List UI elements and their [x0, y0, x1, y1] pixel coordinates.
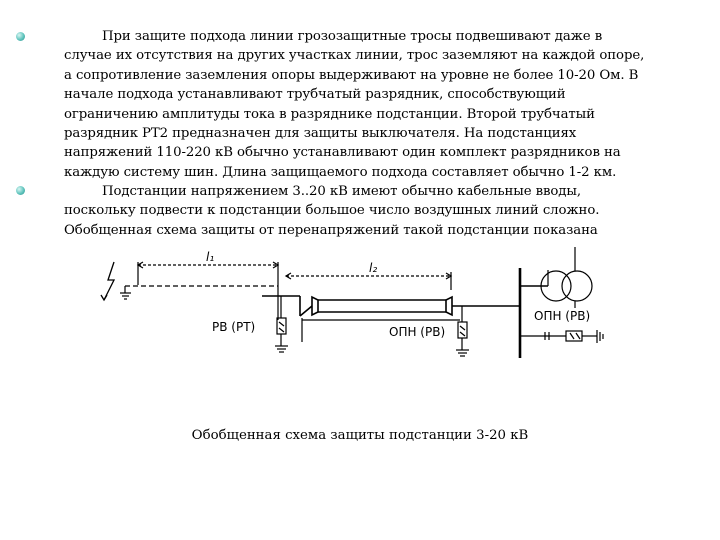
arrester-rv [277, 318, 286, 334]
paragraph-2 [64, 182, 668, 240]
label-rv-rt: РВ (РТ) [212, 320, 256, 334]
paragraph-2-line-1: Подстанции напряжением 3..20 кВ имеют обычно кабельные вводы, [102, 184, 581, 199]
bullet-icon [16, 186, 25, 195]
paragraph-2-line-2: поскольку подвести к подстанции большое число воздушных линий сложно. [64, 203, 600, 219]
paragraph-1-line-2: случае их отсутствия на других участках линии, трос заземляют на каждой опоре, [64, 48, 645, 64]
label-l1: l₁ [206, 250, 215, 264]
paragraph-1-line-6: разрядник РТ2 предназначен для защиты выключателя. На подстанциях [64, 126, 577, 142]
paragraph-1-line-3: а сопротивление заземления опоры выдерживают на уровне не более 10-20 Ом. В [64, 67, 639, 83]
protection-scheme-diagram [0, 240, 720, 410]
paragraph-2-line-3: Обобщенная схема защиты от перенапряжений такой подстанции показана [64, 222, 598, 238]
arrester-opn-2 [566, 331, 582, 341]
paragraph-1-line-8: каждую систему шин. Длина защищаемого подхода составляет обычно 1-2 км. [64, 164, 617, 180]
paragraph-1 [64, 27, 668, 182]
bullet-icon [16, 32, 25, 41]
label-opn-rv-2: ОПН (РВ) [534, 309, 591, 323]
label-opn-rv-1: ОПН (РВ) [389, 325, 446, 339]
lightning-icon [104, 262, 114, 300]
label-l2: l₂ [369, 261, 378, 275]
paragraph-1-line-1: При защите подхода линии грозозащитные тросы подвешивают даже в [102, 29, 603, 44]
transformer-winding-2 [562, 271, 592, 301]
paragraph-1-line-4: начале подхода устанавливают трубчатый разрядник, способствующий [64, 87, 566, 103]
arrester-opn-1 [458, 322, 467, 338]
paragraph-1-line-5: ограничению амплитуды тока в разряднике подстанции. Второй трубчатый [64, 106, 595, 122]
cable-end-right [446, 297, 452, 315]
diagram-caption: Обобщенная схема защиты подстанции 3-20 кВ [191, 428, 529, 443]
cable-end-left [312, 297, 318, 315]
paragraph-1-line-7: напряжений 110-220 кВ обычно устанавливают один комплект разрядников на [64, 145, 621, 161]
